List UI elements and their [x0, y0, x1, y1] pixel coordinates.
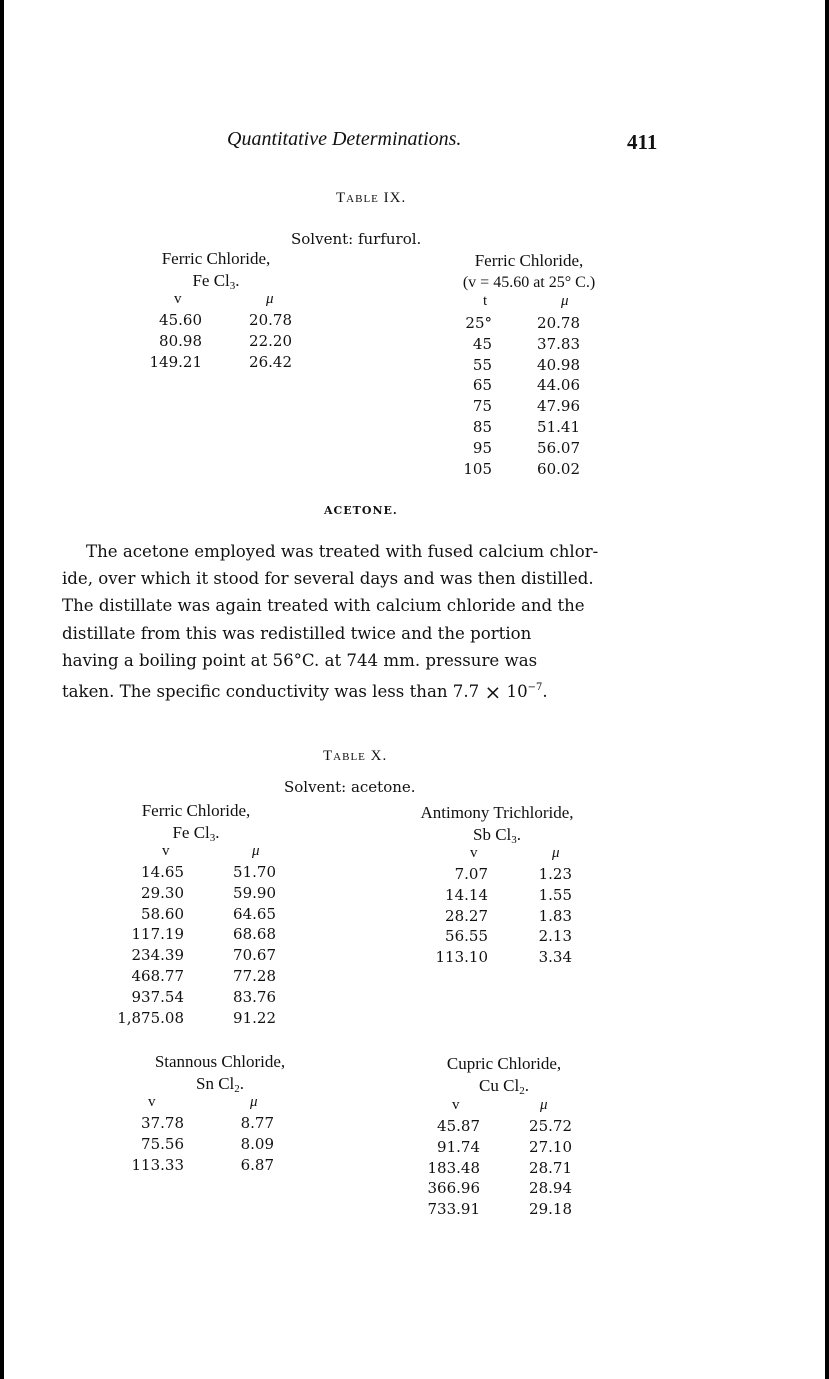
cell: 22.20 — [249, 331, 292, 350]
cell: 70.67 — [233, 946, 276, 965]
t9-right-col-t: t — [483, 293, 488, 309]
cell: 113.10 — [435, 948, 488, 967]
cell: 366.96 — [427, 1179, 480, 1198]
cell: 117.19 — [131, 925, 184, 944]
t10-stannous-heading — [135, 1051, 305, 1100]
t10-stannous-col-v: v — [148, 1094, 156, 1110]
t10-stannous-formula: Sn $Cl_2$. — [195, 1074, 245, 1095]
t10-cupric-v-column — [414, 1116, 480, 1220]
cell: 468.77 — [131, 966, 184, 985]
t10-cupric-col-v: v — [452, 1097, 460, 1113]
cell: 77.28 — [233, 966, 276, 985]
cell: 47.96 — [537, 397, 580, 416]
cell: 733.91 — [427, 1200, 480, 1219]
cell: 7.07 — [454, 865, 488, 883]
cell: 95 — [472, 438, 492, 457]
cell: 80.98 — [159, 331, 202, 350]
cell: 29.18 — [529, 1200, 572, 1219]
t10-antimony-mu-column — [530, 864, 572, 968]
t10-ferric-heading — [121, 800, 271, 849]
cell: 58.60 — [141, 904, 184, 923]
page — [4, 0, 825, 1379]
paragraph-line: distillate from this was redistilled twice and the portion — [62, 623, 532, 643]
table-x-title: Table X. — [323, 748, 388, 764]
cell: 28.27 — [445, 906, 488, 925]
cell: 85 — [472, 417, 492, 436]
t10-ferric-col-v: v — [162, 843, 170, 859]
cell: 8.09 — [240, 1134, 274, 1153]
cell: 45.87 — [437, 1117, 480, 1135]
cell: 2.13 — [538, 927, 572, 946]
cell: 83.76 — [233, 987, 276, 1006]
cell: 149.21 — [149, 352, 202, 371]
paragraph-last-line: taken. The specific conductivity was less than $7.7 \times 10^{-7}$. — [62, 680, 548, 705]
cell: 1,875.08 — [117, 1008, 184, 1027]
cell: 1.83 — [538, 906, 572, 925]
page-number: 411 — [627, 130, 658, 154]
cell: 113.33 — [131, 1155, 184, 1174]
t9-ferric-formula: Fe $Cl_3$. — [192, 271, 240, 292]
t10-stannous-mu-column — [230, 1113, 274, 1175]
cell: 40.98 — [537, 355, 580, 374]
t9-right-col-mu: μ — [561, 293, 569, 309]
acetone-paragraph — [62, 538, 654, 706]
t9-ferric-heading — [141, 248, 291, 297]
t10-cupric-formula: Cu $Cl_2$. — [479, 1076, 529, 1097]
t9-right-mu-column — [524, 313, 580, 479]
t10-cupric-heading — [424, 1053, 584, 1102]
t10-antimony-v-column — [424, 864, 488, 968]
cell: 29.30 — [141, 883, 184, 902]
cell: 45.60 — [159, 311, 202, 329]
cell: 91.74 — [437, 1137, 480, 1156]
cell: 37.83 — [537, 334, 580, 353]
t10-antimony-col-mu: μ — [552, 845, 560, 861]
paragraph-line: The acetone employed was treated with fused calcium chlor- — [86, 542, 599, 561]
t10-antimony-heading — [402, 802, 592, 851]
table-x-solvent: Solvent: acetone. — [284, 778, 416, 796]
paragraph-line: ide, over which it stood for several days and was then distilled. — [62, 569, 594, 589]
cell: 8.77 — [240, 1114, 274, 1132]
t10-antimony-solute: Antimony Trichloride, — [420, 803, 574, 822]
t9-right-condition: (v = 45.60 at 25° C.) — [462, 274, 596, 291]
t10-ferric-v-column — [108, 862, 184, 1028]
cell: 6.87 — [240, 1155, 274, 1174]
t9-left-mu-column — [240, 310, 292, 372]
t9-left-v-column — [140, 310, 202, 372]
cell: 20.78 — [249, 311, 292, 329]
cell: 37.78 — [141, 1114, 184, 1132]
acetone-heading: ACETONE. — [324, 504, 398, 517]
t10-ferric-formula: Fe $Cl_3$. — [172, 823, 220, 844]
cell: 27.10 — [529, 1137, 572, 1156]
cell: 91.22 — [233, 1008, 276, 1027]
t10-ferric-solute: Ferric Chloride, — [141, 801, 251, 820]
cell: 51.41 — [537, 417, 580, 436]
t9-right-heading — [444, 250, 614, 294]
t10-antimony-col-v: v — [470, 845, 478, 861]
cell: 28.94 — [529, 1179, 572, 1198]
t10-antimony-formula: Sb $Cl_3$. — [472, 825, 522, 846]
cell: 51.70 — [233, 863, 276, 881]
cell: 75 — [472, 397, 492, 416]
t9-ferric-solute: Ferric Chloride, — [161, 249, 271, 268]
cell: 105 — [463, 459, 492, 478]
cell: 183.48 — [427, 1158, 480, 1177]
t9-left-col-v: v — [174, 291, 182, 307]
t10-ferric-mu-column — [224, 862, 276, 1028]
t10-cupric-col-mu: μ — [540, 1097, 548, 1113]
cell: 1.23 — [538, 865, 572, 883]
t9-right-solute: Ferric Chloride, — [474, 251, 584, 270]
paragraph-line: having a boiling point at 56°C. at 744 mm. pressure was — [62, 650, 538, 670]
cell: 26.42 — [249, 352, 292, 371]
running-header: Quantitative Determinations. — [227, 128, 462, 150]
cell: 64.65 — [233, 904, 276, 923]
t10-cupric-solute: Cupric Chloride, — [446, 1054, 562, 1073]
t10-stannous-v-column — [122, 1113, 184, 1175]
cell: 65 — [472, 376, 492, 395]
cell: 68.68 — [233, 925, 276, 944]
cell: 3.34 — [538, 948, 572, 967]
cell: 75.56 — [141, 1134, 184, 1153]
cell: 1.55 — [538, 885, 572, 904]
t10-cupric-mu-column — [518, 1116, 572, 1220]
cell: 56.55 — [445, 927, 488, 946]
t10-stannous-solute: Stannous Chloride, — [154, 1052, 286, 1071]
cell: 60.02 — [537, 459, 580, 478]
cell: 59.90 — [233, 883, 276, 902]
t10-ferric-col-mu: μ — [252, 843, 260, 859]
cell: 14.14 — [445, 885, 488, 904]
cell: 56.07 — [537, 438, 580, 457]
cell: 55 — [472, 355, 492, 374]
cell: 937.54 — [131, 987, 184, 1006]
cell: 44.06 — [537, 376, 580, 395]
t9-right-t-column — [450, 313, 492, 479]
cell: 25.72 — [529, 1117, 572, 1135]
t9-left-col-mu: μ — [266, 291, 274, 307]
cell: 14.65 — [141, 863, 184, 881]
cell: 234.39 — [131, 946, 184, 965]
t10-stannous-col-mu: μ — [250, 1094, 258, 1110]
cell: 25° — [465, 314, 492, 332]
cell: 45 — [472, 334, 492, 353]
table-ix-solvent: Solvent: furfurol. — [291, 230, 422, 248]
table-ix-title: Table IX. — [336, 190, 407, 206]
cell: 28.71 — [529, 1158, 572, 1177]
paragraph-line: The distillate was again treated with calcium chloride and the — [62, 596, 585, 616]
cell: 20.78 — [537, 314, 580, 332]
